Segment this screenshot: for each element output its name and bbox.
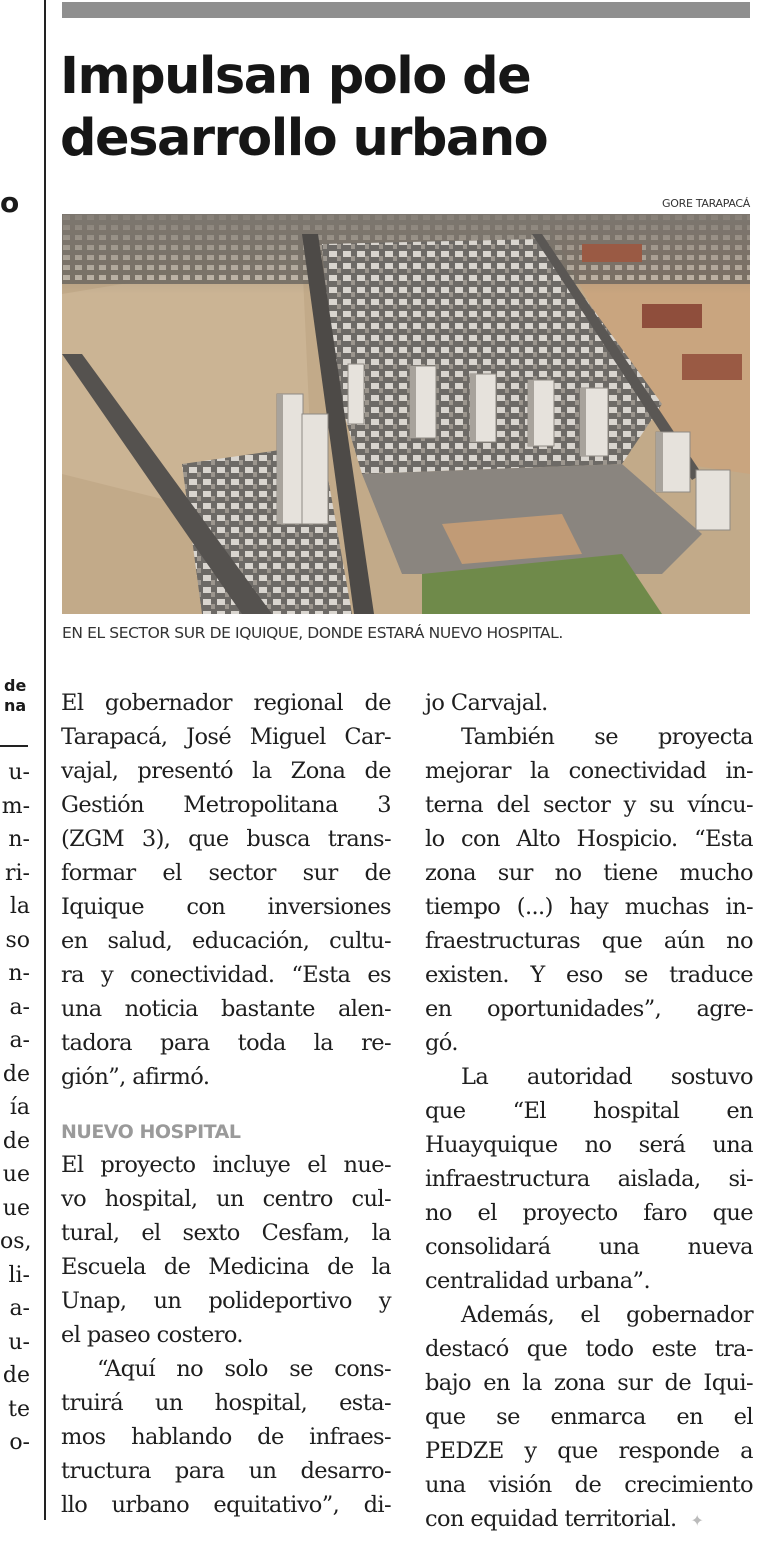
text-line bbox=[61, 1488, 391, 1522]
line-text: ra y conectividad. “Esta es bbox=[61, 962, 391, 988]
line-text: tadora para toda la re- bbox=[61, 1030, 391, 1056]
text-line bbox=[61, 1182, 391, 1216]
line-text: Además, el gobernador bbox=[461, 1302, 753, 1328]
adjacent-line-tail: de bbox=[2, 1128, 30, 1154]
text-line bbox=[425, 686, 753, 720]
text-line bbox=[425, 754, 753, 788]
adjacent-line-tail: de bbox=[2, 1061, 30, 1087]
end-of-article-icon: ✦ bbox=[690, 1511, 704, 1530]
aerial-city-photo bbox=[62, 214, 750, 614]
line-text: destacó que todo este tra- bbox=[425, 1336, 753, 1362]
column-divider bbox=[44, 0, 46, 1520]
text-line bbox=[61, 1250, 391, 1284]
headline: Impulsan polo de desarrollo urbano bbox=[60, 47, 548, 168]
adjacent-line-tail: li- bbox=[8, 1262, 30, 1288]
adjacent-subhead-tail bbox=[4, 676, 26, 716]
text-line bbox=[425, 856, 753, 890]
line-text: una noticia bastante alen- bbox=[61, 996, 391, 1022]
text-line bbox=[425, 1026, 753, 1060]
text-line bbox=[425, 1298, 753, 1332]
line-text: El proyecto incluye el nue- bbox=[61, 1152, 391, 1178]
adjacent-line-tail: ri- bbox=[5, 860, 30, 886]
line-text: La autoridad sostuvo bbox=[461, 1064, 753, 1090]
line-text: El gobernador regional de bbox=[61, 690, 391, 716]
adjacent-line-tail: n- bbox=[8, 827, 30, 852]
text-line bbox=[425, 1230, 753, 1264]
adjacent-article-fragment bbox=[0, 0, 44, 1560]
adjacent-subhead-line: na bbox=[4, 696, 27, 715]
line-text: mos hablando de infraes- bbox=[61, 1424, 391, 1450]
line-text: que se enmarca en el bbox=[425, 1404, 753, 1430]
line-text: “Aquí no solo se cons- bbox=[97, 1356, 391, 1382]
text-line bbox=[425, 958, 753, 992]
adjacent-line-tail: u- bbox=[8, 1329, 30, 1355]
adjacent-line-tail: ue bbox=[2, 1195, 30, 1221]
line-text: lo con Alto Hospicio. “Esta bbox=[425, 826, 753, 852]
text-line bbox=[425, 1196, 753, 1230]
text-line bbox=[425, 822, 753, 856]
text-line bbox=[425, 1094, 753, 1128]
line-text: no el proyecto faro que bbox=[425, 1200, 753, 1226]
article-column-1 bbox=[61, 686, 391, 1522]
adjacent-subhead-line: de bbox=[4, 676, 27, 695]
line-text: formar el sector sur de bbox=[61, 860, 391, 886]
adjacent-line-tail: u- bbox=[8, 760, 30, 785]
paragraph-project bbox=[61, 1148, 391, 1352]
adjacent-line-tail: m- bbox=[1, 793, 30, 819]
text-line bbox=[425, 890, 753, 924]
adjacent-body-tails bbox=[0, 756, 30, 1460]
text-line bbox=[61, 1318, 391, 1352]
paragraph-continuation bbox=[425, 686, 753, 720]
line-text: vajal, presentó la Zona de bbox=[61, 758, 391, 784]
paragraph-hospital bbox=[425, 1060, 753, 1298]
line-text: gión”, afirmó. bbox=[61, 1064, 210, 1090]
text-line bbox=[61, 1216, 391, 1250]
adjacent-line-tail: a- bbox=[9, 994, 30, 1020]
photo-caption: EN EL SECTOR SUR DE IQUIQUE, DONDE ESTARÁ NUEVO HOSPITAL. bbox=[62, 624, 563, 642]
text-line bbox=[61, 1060, 391, 1094]
adjacent-line-tail: la bbox=[9, 894, 30, 919]
text-line bbox=[61, 788, 391, 822]
text-line bbox=[425, 1468, 753, 1502]
line-text: consolidará una nueva bbox=[425, 1234, 753, 1260]
section-bar bbox=[62, 2, 750, 18]
paragraph-quote bbox=[61, 1352, 391, 1522]
text-line bbox=[61, 924, 391, 958]
line-text: Iquique con inversiones bbox=[61, 894, 391, 920]
line-text: PEDZE y que responde a bbox=[425, 1438, 753, 1464]
text-line bbox=[425, 1128, 753, 1162]
line-text: Gestión Metropolitana 3 bbox=[61, 792, 391, 818]
text-line bbox=[61, 890, 391, 924]
text-line bbox=[61, 1148, 391, 1182]
line-text: centralidad urbana”. bbox=[425, 1268, 651, 1294]
adjacent-line-tail: ía bbox=[9, 1095, 30, 1120]
text-line bbox=[425, 1060, 753, 1094]
text-line bbox=[425, 1366, 753, 1400]
line-text: Tarapacá, José Miguel Car- bbox=[61, 724, 391, 750]
line-text: fraestructuras que aún no bbox=[425, 928, 753, 954]
text-line bbox=[61, 720, 391, 754]
text-line bbox=[61, 754, 391, 788]
text-line bbox=[61, 1420, 391, 1454]
line-text: tiempo (...) hay muchas in- bbox=[425, 894, 753, 920]
text-line bbox=[61, 1386, 391, 1420]
line-text: infraestructura aislada, si- bbox=[425, 1166, 753, 1192]
adjacent-line-tail: a- bbox=[9, 1028, 30, 1053]
text-line bbox=[61, 856, 391, 890]
adjacent-headline-tail: o bbox=[0, 186, 20, 219]
text-line bbox=[425, 924, 753, 958]
line-text: una visión de crecimiento bbox=[425, 1472, 753, 1498]
text-line bbox=[425, 1434, 753, 1468]
line-text: zona sur no tiene mucho bbox=[425, 860, 753, 886]
adjacent-line-tail: ue bbox=[2, 1162, 30, 1187]
adjacent-divider bbox=[0, 745, 28, 747]
text-line bbox=[425, 1264, 753, 1298]
paragraph-gap bbox=[61, 1094, 391, 1114]
line-text: Escuela de Medicina de la bbox=[61, 1254, 391, 1280]
line-text: (ZGM 3), que busca trans- bbox=[61, 826, 391, 852]
subheading: NUEVO HOSPITAL bbox=[61, 1121, 241, 1143]
text-line bbox=[425, 1400, 753, 1434]
article-column-2 bbox=[425, 686, 753, 1536]
adjacent-line-tail: so bbox=[5, 927, 30, 953]
paragraph-closing bbox=[425, 1298, 753, 1536]
text-line bbox=[61, 822, 391, 856]
photo-credit: GORE TARAPACÁ bbox=[662, 197, 750, 210]
text-line bbox=[425, 720, 753, 754]
line-text: mejorar la conectividad in- bbox=[425, 758, 753, 784]
line-text: tural, el sexto Cesfam, la bbox=[61, 1220, 391, 1246]
adjacent-line-tail: n- bbox=[8, 961, 30, 986]
line-text: truirá un hospital, esta- bbox=[61, 1390, 391, 1416]
line-text: en salud, educación, cultu- bbox=[61, 928, 391, 954]
adjacent-line-tail: de bbox=[2, 1363, 30, 1388]
text-line bbox=[61, 1284, 391, 1318]
text-line bbox=[425, 788, 753, 822]
line-text: el paseo costero. bbox=[61, 1322, 243, 1348]
text-line bbox=[61, 992, 391, 1026]
line-text: tructura para un desarro- bbox=[61, 1458, 391, 1484]
adjacent-line-tail: o- bbox=[9, 1430, 30, 1455]
text-line bbox=[61, 1352, 391, 1386]
adjacent-line-tail: te bbox=[8, 1396, 30, 1422]
line-text: bajo en la zona sur de Iqui- bbox=[425, 1370, 753, 1396]
line-text: que “El hospital en bbox=[425, 1098, 753, 1124]
line-text: gó. bbox=[425, 1030, 458, 1056]
line-text: vo hospital, un centro cul- bbox=[61, 1186, 391, 1212]
text-line bbox=[61, 686, 391, 720]
text-line bbox=[425, 1502, 753, 1536]
paragraph-connectivity bbox=[425, 720, 753, 1060]
line-text: llo urbano equitativo”, di- bbox=[61, 1492, 391, 1518]
line-text: existen. Y eso se traduce bbox=[425, 962, 753, 988]
line-text: con equidad territorial. bbox=[425, 1506, 677, 1532]
text-line bbox=[61, 1454, 391, 1488]
text-line bbox=[61, 958, 391, 992]
line-text: terna del sector y su víncu- bbox=[425, 792, 753, 818]
adjacent-line-tail: a- bbox=[9, 1296, 30, 1321]
paragraph-intro bbox=[61, 686, 391, 1094]
text-line bbox=[61, 1026, 391, 1060]
line-text: Huayquique no será una bbox=[425, 1132, 753, 1158]
aerial-photo-illustration bbox=[62, 214, 750, 614]
line-text: Unap, un polideportivo y bbox=[61, 1288, 391, 1314]
line-text: jo Carvajal. bbox=[425, 690, 548, 716]
text-line bbox=[425, 1332, 753, 1366]
line-text: También se proyecta bbox=[461, 724, 753, 750]
text-line bbox=[425, 992, 753, 1026]
adjacent-line-tail: os, bbox=[0, 1229, 32, 1254]
text-line bbox=[425, 1162, 753, 1196]
line-text: en oportunidades”, agre- bbox=[425, 996, 753, 1022]
